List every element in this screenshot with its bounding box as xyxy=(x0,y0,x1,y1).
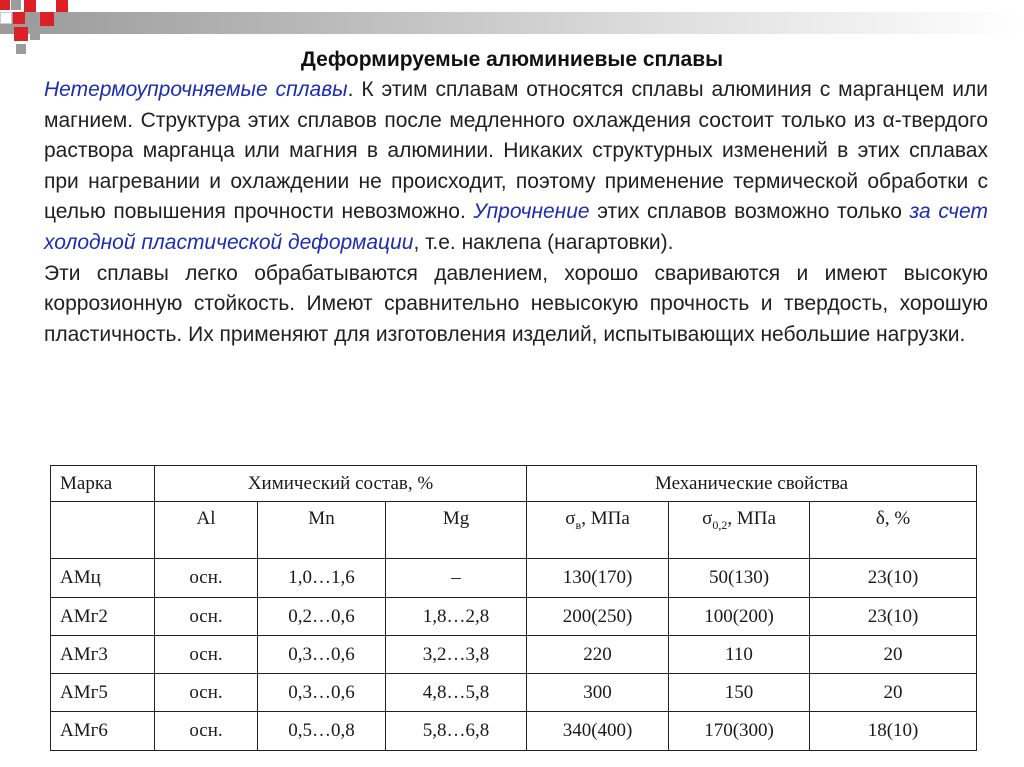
deco-square xyxy=(13,12,25,24)
header-brand: Марка xyxy=(51,466,155,502)
subheader-mn: Mn xyxy=(258,502,386,559)
cell-sigma-02: 100(200) xyxy=(669,598,810,636)
cell-sigma-b: 200(250) xyxy=(527,598,669,636)
cell-brand: АМц xyxy=(51,559,155,598)
table-header-row xyxy=(51,466,977,502)
deco-square xyxy=(24,0,36,12)
deco-square xyxy=(40,12,54,26)
header-chemical-composition: Химический состав, % xyxy=(155,466,527,502)
cell-brand: АМг3 xyxy=(51,636,155,674)
deco-square xyxy=(0,12,12,24)
table-row xyxy=(51,559,977,598)
table-row xyxy=(51,636,977,674)
subheader-empty xyxy=(51,502,155,559)
deco-square xyxy=(56,0,68,12)
cell-al: осн. xyxy=(155,598,258,636)
cell-mg: 3,2…3,8 xyxy=(386,636,527,674)
cell-sigma-02: 50(130) xyxy=(669,559,810,598)
header-mechanical-properties: Механические свойства xyxy=(527,466,977,502)
paragraph-text: этих сплавов возможно только xyxy=(589,200,910,224)
cell-sigma-b: 340(400) xyxy=(527,712,669,751)
cell-sigma-b: 130(170) xyxy=(527,559,669,598)
cell-al: осн. xyxy=(155,712,258,751)
cell-mn: 0,3…0,6 xyxy=(258,674,386,712)
deco-square xyxy=(11,0,21,10)
sigma-symbol: σ xyxy=(702,508,713,529)
cell-al: осн. xyxy=(155,559,258,598)
cell-mn: 0,3…0,6 xyxy=(258,636,386,674)
term-non-heat-treatable: Нетермоупрочняемые сплавы xyxy=(44,78,348,101)
deco-square xyxy=(26,14,38,26)
cell-al: осн. xyxy=(155,674,258,712)
cell-al: осн. xyxy=(155,636,258,674)
table-row xyxy=(51,712,977,751)
table-row xyxy=(51,674,977,712)
sigma-subscript: в xyxy=(575,517,582,532)
term-strengthening: Упрочнение xyxy=(473,200,590,224)
subheader-yield-strength xyxy=(669,502,810,559)
cell-delta: 23(10) xyxy=(810,598,977,636)
paragraph-text: . К этим сплавам относятся сплавы алюминия с марганцем или магнием. Структура этих сплавов после медленного охлаждения состоит только из α-твердого раствора марганца или магния в алюминии. Никаких структурных изменений в этих сплавах при нагревании и охлаждении не происходит, поэтому применение термической обработки с целью повышения прочности невозможно. xyxy=(44,78,988,224)
paragraph-properties: Эти сплавы легко обрабатываются давлением, хорошо свариваются и имеют высокую коррозионную стойкость. Имеют сравнительно невысокую прочность и твердость, хорошую пластичность. Их применяют для изготовления изделий, испытывающих небольшие нагрузки. xyxy=(44,261,988,346)
cell-delta: 23(10) xyxy=(810,559,977,598)
header-gradient-bar xyxy=(0,12,1024,34)
cell-brand: АМг5 xyxy=(51,674,155,712)
sigma-subscript: 0,2 xyxy=(712,517,728,532)
subheader-elongation: δ, % xyxy=(810,502,977,559)
sigma-symbol: σ xyxy=(565,508,576,529)
alloy-properties-table xyxy=(50,465,977,751)
cell-sigma-02: 150 xyxy=(669,674,810,712)
cell-delta: 20 xyxy=(810,636,977,674)
cell-sigma-b: 220 xyxy=(527,636,669,674)
body-text xyxy=(44,75,988,350)
deco-square xyxy=(0,0,10,10)
term-cold-deformation: за счет холодной пластической деформации xyxy=(44,200,988,254)
unit-label: , МПа xyxy=(727,508,776,529)
cell-brand: АМг2 xyxy=(51,598,155,636)
cell-delta: 18(10) xyxy=(810,712,977,751)
cell-sigma-b: 300 xyxy=(527,674,669,712)
subheader-al: Al xyxy=(155,502,258,559)
cell-mg: – xyxy=(386,559,527,598)
cell-sigma-02: 170(300) xyxy=(669,712,810,751)
deco-square xyxy=(14,27,28,41)
cell-mg: 5,8…6,8 xyxy=(386,712,527,751)
cell-brand: АМг6 xyxy=(51,712,155,751)
paragraph-non-heat-treatable xyxy=(44,75,988,259)
paragraph-text: , т.е. наклепа (нагартовки). xyxy=(413,230,674,254)
subheader-mg: Mg xyxy=(386,502,527,559)
cell-delta: 20 xyxy=(810,674,977,712)
subheader-tensile-strength xyxy=(527,502,669,559)
cell-mn: 0,2…0,6 xyxy=(258,598,386,636)
slide-title: Деформируемые алюминиевые сплавы xyxy=(300,48,724,71)
table-row xyxy=(51,598,977,636)
cell-mg: 1,8…2,8 xyxy=(386,598,527,636)
deco-square xyxy=(30,30,40,40)
cell-mn: 0,5…0,8 xyxy=(258,712,386,751)
unit-label: , МПа xyxy=(581,508,630,529)
cell-mn: 1,0…1,6 xyxy=(258,559,386,598)
table-subheader-row xyxy=(51,502,977,559)
cell-sigma-02: 110 xyxy=(669,636,810,674)
cell-mg: 4,8…5,8 xyxy=(386,674,527,712)
